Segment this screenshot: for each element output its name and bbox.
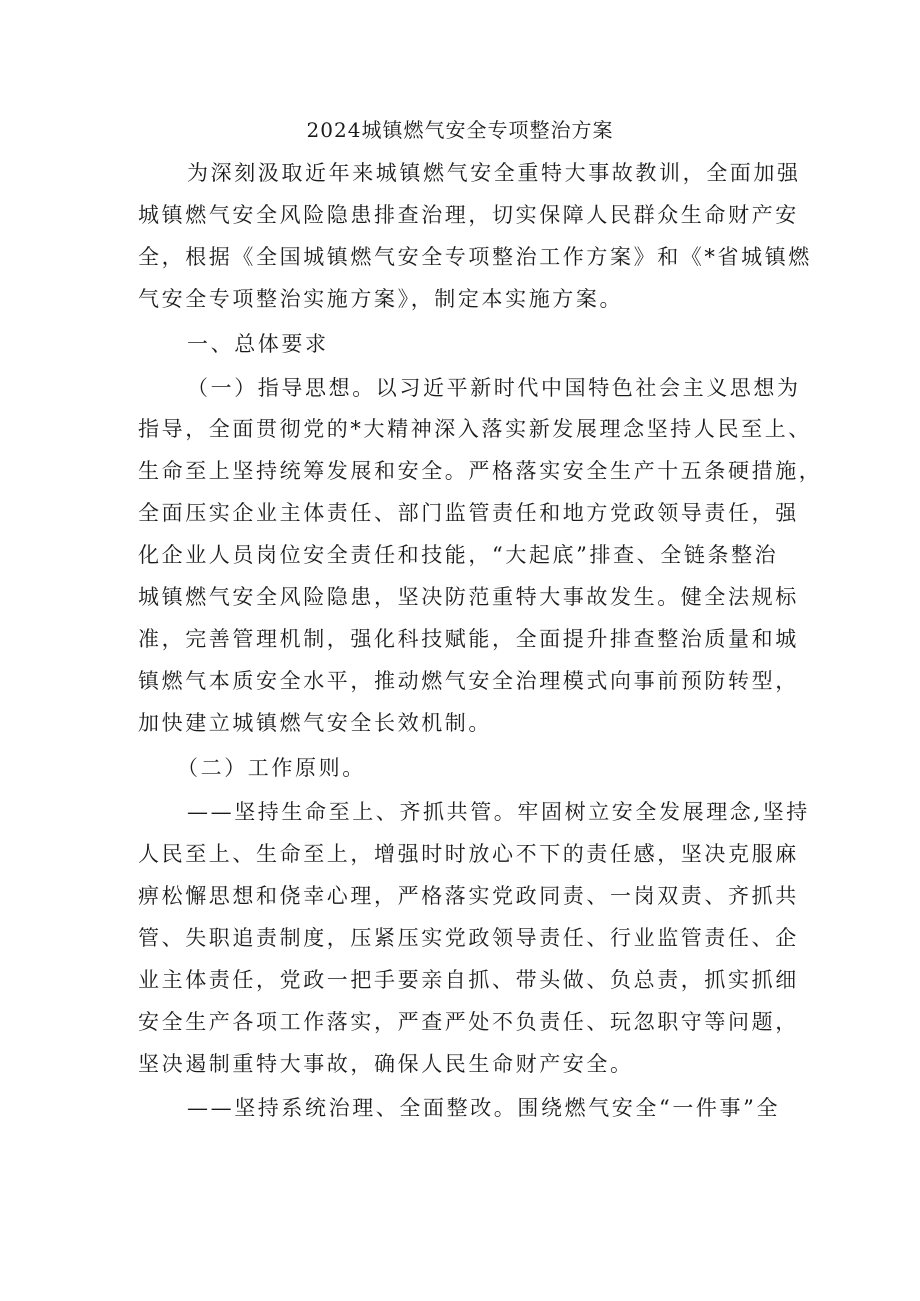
paragraph-line: 城镇燃气安全风险隐患排查治理，切实保障人民群众生命财产安 (138, 203, 799, 227)
paragraph-line: 镇燃气本质安全水平，推动燃气安全治理模式向事前预防转型， (138, 669, 799, 693)
paragraph-line: 准，完善管理机制，强化科技赋能，全面提升排查整治质量和城 (138, 627, 799, 651)
paragraph-line: 全，根据《全国城镇燃气安全专项整治工作方案》和《*省城镇燃 (138, 245, 812, 269)
paragraph-line: 为深刻汲取近年来城镇燃气安全重特大事故教训，全面加强 (187, 161, 801, 185)
paragraph-line: 坚决遏制重特大事故，确保人民生命财产安全。 (138, 1052, 634, 1076)
section-heading: 一、总体要求 (187, 332, 329, 356)
subsection-heading: （二）工作原则。 (177, 756, 366, 780)
principle-line: ——坚持系统治理、全面整改。围绕燃气安全“一件事”全 (187, 1096, 781, 1120)
paragraph-line: 安全生产各项工作落实，严查严处不负责任、玩忽职守等问题， (138, 1010, 799, 1034)
paragraph-line: 化企业人员岗位安全责任和技能，“大起底”排查、全链条整治 (138, 543, 779, 567)
paragraph-line: 加快建立城镇燃气安全长效机制。 (138, 711, 492, 735)
paragraph-line: 气安全专项整治实施方案》，制定本实施方案。 (138, 287, 624, 311)
paragraph-line: 痹松懈思想和侥幸心理，严格落实党政同责、一岗双责、齐抓共 (138, 884, 799, 908)
paragraph-line: 指导，全面贯彻党的*大精神深入落实新发展理念坚持人民至上、 (138, 417, 812, 441)
principle-line: ——坚持生命至上、齐抓共管。牢固树立安全发展理念,坚持 (187, 800, 810, 824)
paragraph-line: 业主体责任，党政一把手要亲自抓、带头做、负总责，抓实抓细 (138, 968, 799, 992)
paragraph-line: 人民至上、生命至上，增强时时放心不下的责任感，坚决克服麻 (138, 842, 799, 866)
paragraph-line: 生命至上坚持统筹发展和安全。严格落实安全生产十五条硬措施， (138, 459, 823, 483)
paragraph-line: 全面压实企业主体责任、部门监管责任和地方党政领导责任，强 (138, 501, 799, 525)
paragraph-line: 城镇燃气安全风险隐患，坚决防范重特大事故发生。健全法规标 (138, 585, 799, 609)
paragraph-line: 管、失职追责制度，压紧压实党政领导责任、行业监管责任、企 (138, 926, 799, 950)
document-title: 2024城镇燃气安全专项整治方案 (306, 118, 614, 142)
subsection-heading-line: （一）指导思想。以习近平新时代中国特色社会主义思想为 (187, 376, 801, 400)
